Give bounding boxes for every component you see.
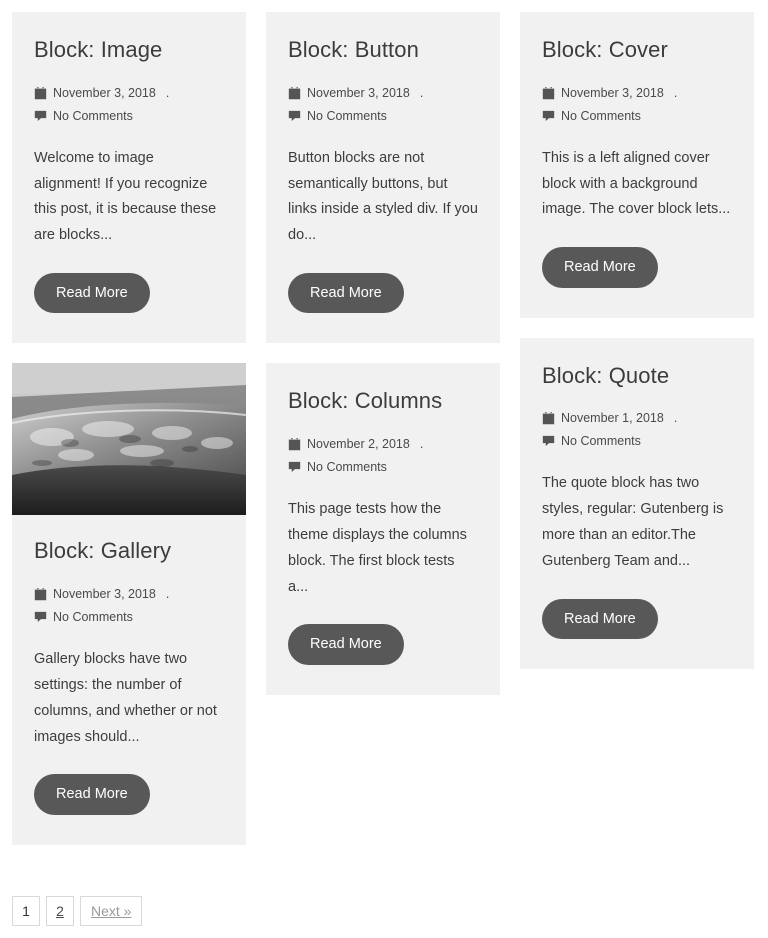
post-card-button[interactable] [266,12,500,343]
comment-icon [542,435,555,448]
grid-column-3 [520,12,754,845]
post-date[interactable]: November 3, 2018 [53,85,156,100]
post-meta [34,82,224,128]
post-comments-row [288,456,478,479]
post-meta [542,82,732,128]
calendar-icon [288,438,301,451]
grid-column-2 [266,12,500,845]
comment-icon [542,110,555,123]
post-comments-row [542,430,732,453]
post-card-gallery[interactable] [12,363,246,844]
post-meta [34,583,224,629]
post-comment-count[interactable]: No Comments [307,460,387,475]
post-excerpt: This page tests how the theme displays the columns block. The first block tests a... [288,501,467,595]
meta-separator: . [673,85,678,100]
post-date[interactable]: November 2, 2018 [307,436,410,451]
post-meta [288,433,478,479]
post-title[interactable]: Block: Gallery [34,538,172,564]
calendar-icon [34,588,47,601]
post-date-row [542,82,732,105]
read-more-button[interactable]: Read More [34,774,150,815]
comment-icon [34,110,47,123]
post-grid [12,12,756,845]
post-meta [542,407,732,453]
post-title[interactable]: Block: Cover [542,37,668,62]
post-comment-count[interactable]: No Comments [307,108,387,123]
read-more-button[interactable]: Read More [34,273,150,314]
post-excerpt: Button blocks are not semantically buttons, but links inside a styled div. If you do... [288,149,478,244]
post-card-quote[interactable] [520,338,754,669]
calendar-icon [542,87,555,100]
post-date-row [34,583,224,606]
meta-separator: . [419,436,424,451]
comment-icon [288,461,301,474]
post-title[interactable]: Block: Image [34,37,163,62]
post-card-body [12,515,246,844]
post-date-row [34,82,224,105]
post-date-row [542,407,732,430]
grid-column-1 [12,12,246,845]
post-comment-count[interactable]: No Comments [53,610,133,625]
post-comment-count[interactable]: No Comments [561,434,641,449]
post-date-row [288,433,478,456]
post-excerpt: Welcome to image alignment! If you recognize this post, it is because these are blocks... [34,149,217,244]
post-comments-row [288,105,478,128]
meta-separator: . [165,85,170,100]
post-thumbnail[interactable] [12,363,246,515]
post-card-body [266,12,500,343]
post-card-image[interactable] [12,12,246,343]
post-comments-row [34,105,224,128]
post-comments-row [542,105,732,128]
post-excerpt: Gallery blocks have two settings: the number of columns, and whether or not images should... [34,651,217,745]
post-comments-row [34,606,224,629]
calendar-icon [542,412,555,425]
post-card-cover[interactable] [520,12,754,318]
meta-separator: . [165,586,170,601]
post-date[interactable]: November 3, 2018 [561,85,664,100]
post-card-body [520,12,754,318]
post-date[interactable]: November 3, 2018 [307,85,410,100]
post-card-body [266,363,500,694]
post-date-row [288,82,478,105]
read-more-button[interactable]: Read More [542,247,658,288]
post-date[interactable]: November 3, 2018 [53,586,156,601]
post-card-body [520,338,754,669]
post-date[interactable]: November 1, 2018 [561,411,664,426]
post-title[interactable]: Block: Quote [542,362,670,388]
post-meta [288,82,478,128]
post-card-columns[interactable] [266,363,500,694]
post-comment-count[interactable]: No Comments [561,108,641,123]
post-comment-count[interactable]: No Comments [53,108,133,123]
post-excerpt: This is a left aligned cover block with a background image. The cover block lets... [542,149,731,218]
read-more-button[interactable]: Read More [288,273,404,314]
post-card-body [12,12,246,343]
comment-icon [288,110,301,123]
meta-separator: . [419,85,424,100]
post-title[interactable]: Block: Columns [288,388,443,414]
calendar-icon [288,87,301,100]
pagination-page-2[interactable]: 2 [46,896,74,926]
calendar-icon [34,87,47,100]
post-excerpt: The quote block has two styles, regular: Gutenberg is more than an editor.The Gutenberg Team and... [542,475,724,569]
comment-icon [34,611,47,624]
pagination-next[interactable]: Next » [80,896,142,926]
post-title[interactable]: Block: Button [288,37,419,62]
read-more-button[interactable]: Read More [288,624,404,665]
meta-separator: . [673,411,678,426]
pagination-current-page: 1 [12,896,40,926]
read-more-button[interactable]: Read More [542,599,658,640]
pagination [12,896,142,926]
